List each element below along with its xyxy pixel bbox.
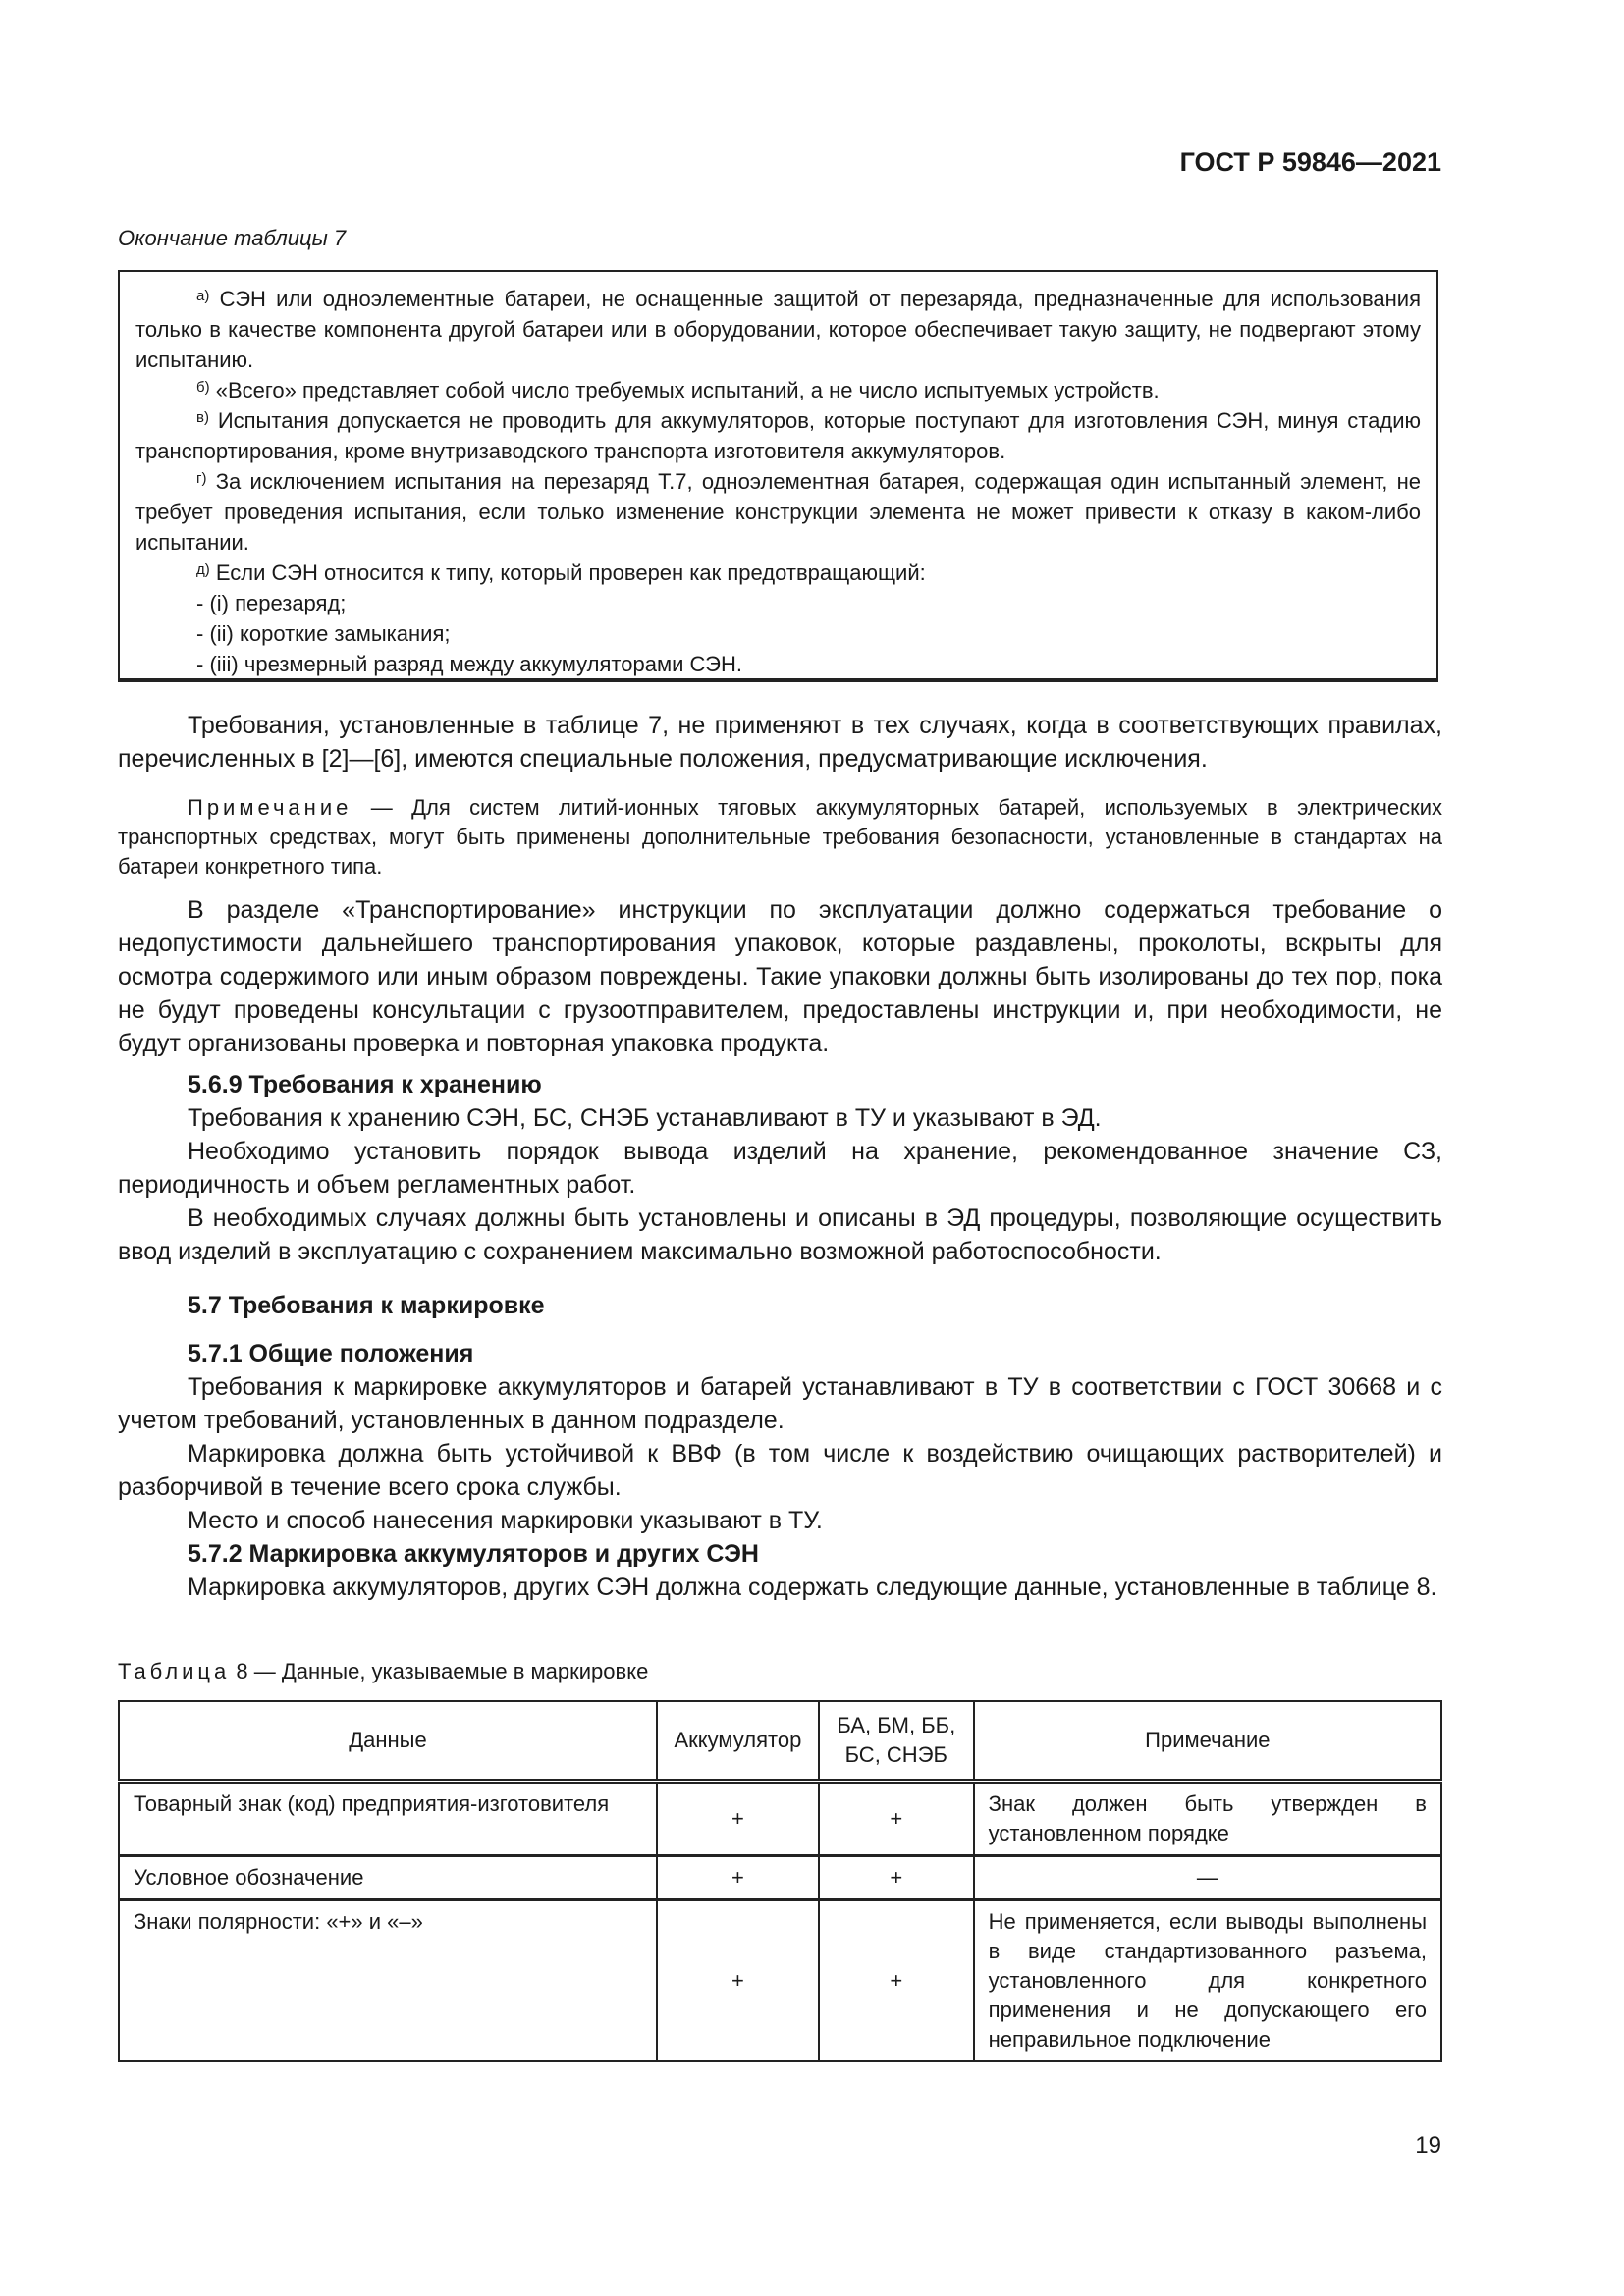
paragraph: Маркировка должна быть устойчивой к ВВФ (в том числе к воздействию очищающих растворителей) и разборчивой в течение всего срока службы. [118,1440,1442,1501]
footnote-mark: д) [196,561,210,578]
note-text: — Для систем литий-ионных тяговых аккумуляторных батарей, используемых в электрических транспортных средствах, могут быть применены дополнительные требования безопасности, установленные в стандартах на батареи конкретного типа. [118,795,1442,879]
paragraph: Маркировка аккумуляторов, других СЭН должна содержать следующие данные, установленные в таблице 8. [188,1574,1437,1601]
section-5-6-9 [118,1068,1442,1268]
table-cell: + [657,1856,819,1900]
column-header: Аккумулятор [657,1701,819,1782]
table-cell: + [819,1856,974,1900]
table-8 [118,1700,1442,2062]
table-row [119,1900,1441,2062]
paragraph: Требования к маркировке аккумуляторов и батарей устанавливают в ТУ в соответствии с ГОСТ 30668 и с учетом требований, установленных в данном подразделе. [118,1373,1442,1434]
caption-label: Таблица [118,1659,231,1683]
footnote-list-item: - (iii) чрезмерный разряд между аккумуляторами СЭН. [196,652,742,676]
table-row [119,1856,1441,1900]
table-row [119,1782,1441,1856]
table-cell: Знак должен быть утвержден в установленном порядке [974,1782,1441,1856]
section-heading: 5.6.9 Требования к хранению [188,1071,542,1098]
section-5-7-1 [118,1337,1442,1604]
table-cell: + [819,1782,974,1856]
table-caption [118,1659,648,1684]
paragraph: Требования к хранению СЭН, БС, СНЭБ устанавливают в ТУ и указывают в ЭД. [188,1104,1102,1132]
table-cell: + [657,1900,819,2062]
table-header-row [119,1701,1441,1782]
table-continuation-label: Окончание таблицы 7 [118,226,347,250]
document-id: ГОСТ Р 59846—2021 [1179,147,1441,177]
section-heading: 5.7 Требования к маркировке [188,1292,545,1319]
footnote [135,405,1421,466]
column-header: БА, БМ, ББ, БС, СНЭБ [819,1701,974,1782]
paragraph: Необходимо установить порядок вывода изделий на хранение, рекомендованное значение СЗ, периодичность и объем регламентных работ. [118,1138,1442,1199]
footnote-text: «Всего» представляет собой число требуемых испытаний, а не число испытуемых устройств. [209,378,1160,402]
note-label: Примечание [188,795,352,820]
table-cell: Не применяется, если выводы выполнены в виде стандартизованного разъема, установленного для конкретного применения и не допускающего его неправильное подключение [974,1900,1441,2062]
column-header: Примечание [974,1701,1441,1782]
footnote-list-item: - (ii) короткие замыкания; [196,621,451,646]
footnote-list-item: - (i) перезаряд; [196,591,347,615]
caption-text: 8 — Данные, указываемые в маркировке [230,1659,649,1683]
table-cell: + [657,1782,819,1856]
table-cell: — [974,1856,1441,1900]
footnote-mark: б) [196,379,210,396]
column-header: Данные [119,1701,657,1782]
paragraph: Требования, установленные в таблице 7, не применяют в тех случаях, когда в соответствующих правилах, перечисленных в [2]—[6], имеются специальные положения, предусматривающие исключения. [118,712,1442,773]
paragraph: В необходимых случаях должны быть установлены и описаны в ЭД процедуры, позволяющие осуществить ввод изделий в эксплуатацию с сохранением максимально возможной работоспособности. [118,1204,1442,1265]
footnote-mark: г) [196,470,207,487]
table-cell: Условное обозначение [119,1856,657,1900]
footnote [135,284,1421,375]
paragraph: В разделе «Транспортирование» инструкции по эксплуатации должно содержаться требование о недопустимости дальнейшего транспортирования упаковок, которые раздавлены, проколоты, вскрыты для осмотра содержимого или иным образом повреждены. Такие упаковки должны быть изолированы до тех пор, пока не будут проведены консультации с грузоотправителем, предоставлены инструкции и, при необходимости, не будут организованы проверка и повторная упаковка продукта. [118,896,1442,1057]
footnote-text: За исключением испытания на перезаряд Т.7, одноэлементная батарея, содержащая один испытанный элемент, не требует проведения испытания, если только изменение конструкции элемента не может привести к отказу в каком-либо испытании. [135,469,1421,555]
footnote [135,558,1421,588]
table-cell: + [819,1900,974,2062]
footnote [135,375,1421,405]
table-cell: Знаки полярности: «+» и «–» [119,1900,657,2062]
note [118,793,1442,881]
footnote-text: Если СЭН относится к типу, который проверен как предотвращающий: [209,561,926,585]
footnote-text: Испытания допускается не проводить для аккумуляторов, которые поступают для изготовления СЭН, минуя стадию транспортирования, кроме внутризаводского транспорта изготовителя аккумуляторов. [135,408,1421,463]
section-heading: 5.7.2 Маркировка аккумуляторов и других СЭН [188,1540,759,1568]
paragraph: Место и способ нанесения маркировки указывают в ТУ. [188,1507,823,1534]
footnote-mark: а) [196,288,210,304]
section-heading: 5.7.1 Общие положения [188,1340,474,1367]
page-number: 19 [1415,2132,1441,2159]
table7-footnotes [118,270,1438,682]
footnote [135,466,1421,558]
table-cell: Товарный знак (код) предприятия-изготовителя [119,1782,657,1856]
footnote-text: СЭН или одноэлементные батареи, не оснащенные защитой от перезаряда, предназначенные для использования только в качестве компонента другой батареи или в оборудовании, которое обеспечивает такую защиту, не подвергают этому испытанию. [135,287,1421,372]
footnote-mark: в) [196,409,209,426]
